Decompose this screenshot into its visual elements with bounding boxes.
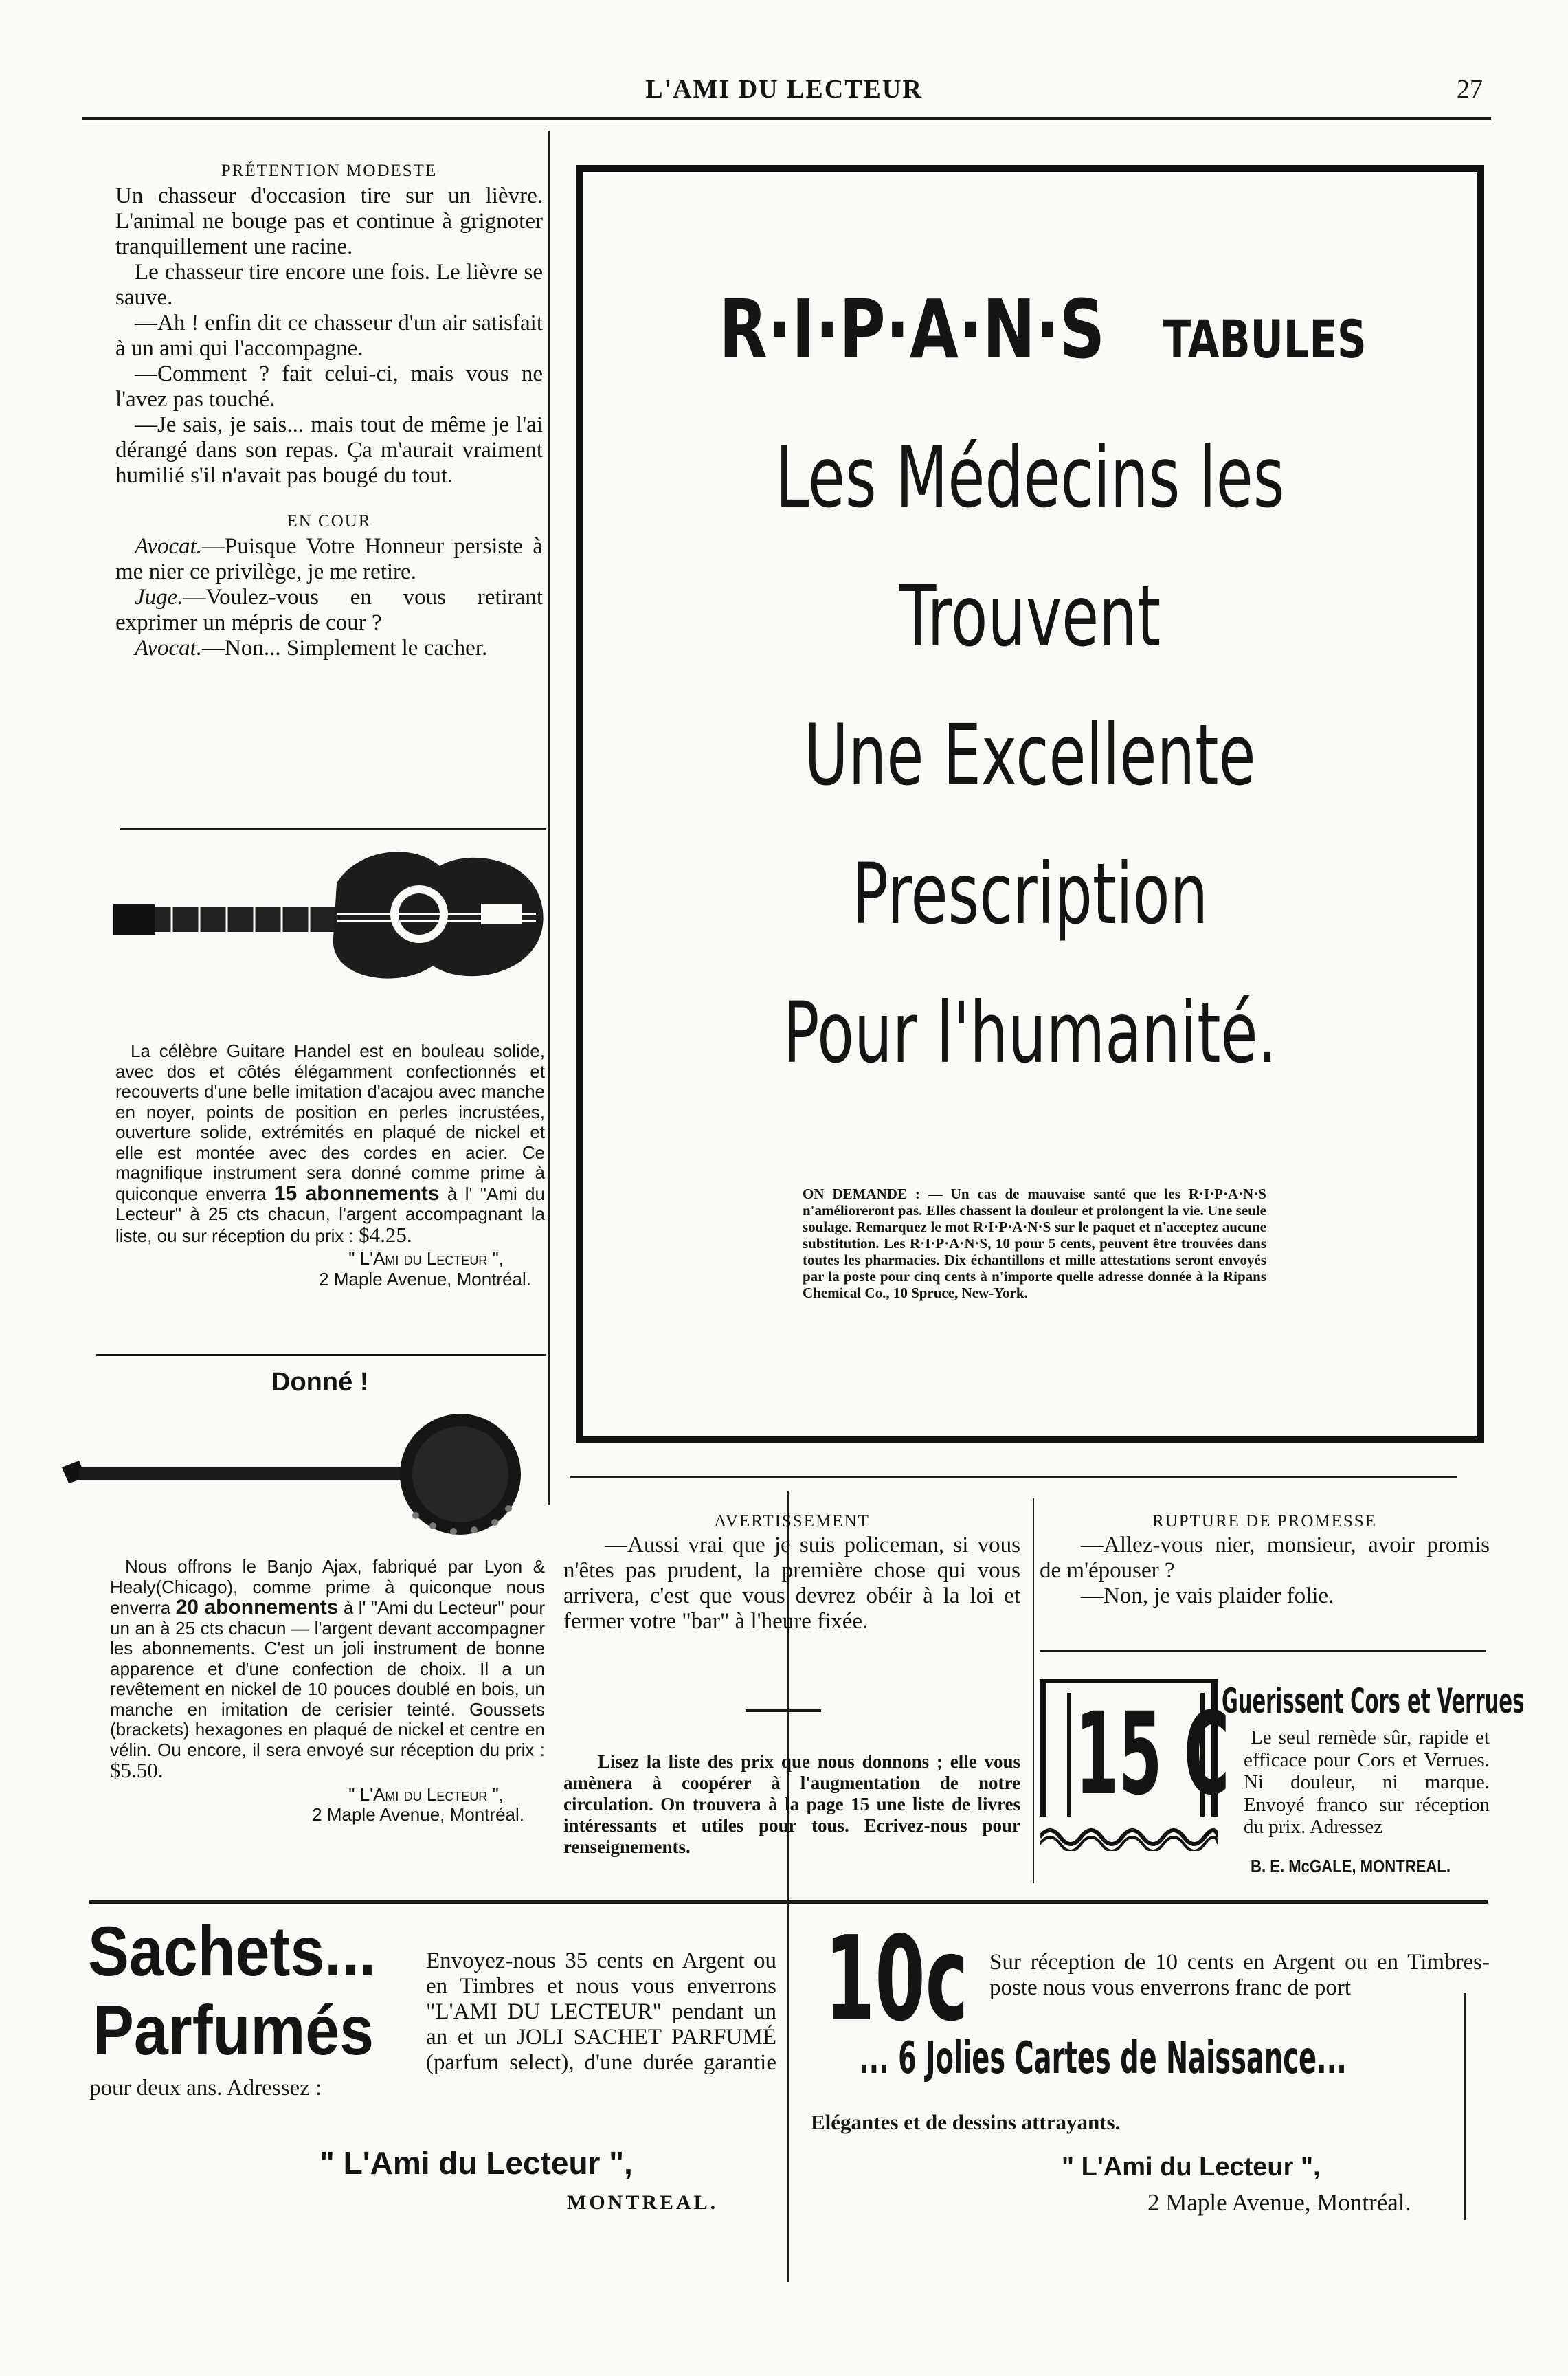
section-rule — [120, 828, 546, 830]
ripans-brand-line — [583, 282, 1477, 377]
sachets-title: Sachets... — [88, 1912, 377, 1990]
dialogue-text: —Voulez-vous en vous retirant exprimer un mépris de cour ? — [115, 585, 543, 635]
ripans-slogan — [583, 845, 1477, 943]
sachets-title: Parfumés — [93, 1991, 374, 2069]
cartes-address: 2 Maple Avenue, Montréal. — [1147, 2189, 1411, 2216]
ad-text: à l' "Ami du Lecteur" pour un an à 25 cts chacun — l'argent devant accompagner les abonnements. C'est un joli instrument de bonne apparence et d'une confection de choix. Il a un revêtement en nickel de 10 pouces doublé en bois, un manche en imitation de cerisier teinté. Goussets (brackets) hexagones en plaqué de nickel et centre en vélin. Ou encore, il sera envoyé sur réception du prix : — [110, 1597, 546, 1760]
cors-ad-title: Guerissent Cors et Verrues — [1222, 1681, 1525, 1721]
story-avertissement — [563, 1512, 1020, 1634]
story-heading: EN COUR — [287, 512, 372, 531]
ad-text: Nous offrons le Banjo Ajax, fabriqué par Lyon & Healy(Chicago), comme prime à quiconque nous enverra — [110, 1556, 545, 1618]
guitar-ad — [115, 1041, 545, 1289]
cartes-text: Sur réception de 10 cents en Argent ou en Timbres-poste nous vous enverrons franc de port — [989, 1950, 1490, 2000]
cors-ad-text — [1244, 1727, 1490, 1839]
speaker: Juge. — [135, 585, 183, 610]
banjo-ad — [110, 1557, 545, 1825]
page-number: 27 — [1457, 75, 1483, 104]
ripans-ad-frame — [576, 165, 1484, 1443]
sachets-text-wrap — [89, 1948, 776, 2101]
banjo-ad-title: Donné ! — [271, 1368, 369, 1397]
header-rule — [82, 117, 1491, 120]
promo-notice — [563, 1751, 1020, 1858]
cors-ad-price-box — [1040, 1679, 1230, 1851]
ad-text: à l' "Ami du Lecteur" à 25 cts chacun, l'argent accompagnant la liste, ou sur réception du prix : — [115, 1183, 545, 1246]
paragraph: —Allez-vous nier, monsieur, avoir promis de m'épouser ? — [1040, 1533, 1490, 1583]
paragraph: —Aussi vrai que je suis policeman, si vous n'êtes pas prudent, la première chose qui vous arrivera, c'est que vous devrez obéir à la loi et fermer votre "bar" à l'heure fixée. — [563, 1533, 1020, 1634]
dialogue-line — [115, 534, 543, 585]
ripans-slogan — [583, 984, 1477, 1082]
slogan-line: Prescription — [851, 845, 1209, 943]
slogan-line: Les Médecins les — [775, 429, 1285, 526]
ad-price: $4.25. — [359, 1222, 412, 1247]
ripans-brand: R·I·P·A·N·S — [719, 282, 1106, 377]
paragraph: —Ah ! enfin dit ce chasseur d'un air satisfait à un ami qui l'accompagne. — [115, 311, 543, 361]
cartes-subtitle: Elégantes et de dessins attrayants. — [811, 2110, 1121, 2134]
slogan-line: Une Excellente — [804, 707, 1256, 804]
ripans-slogan — [583, 429, 1477, 526]
paragraph: Le chasseur tire encore une fois. Le lièvre se sauve. — [115, 260, 543, 310]
story-rupture — [1040, 1512, 1490, 1609]
ad-address: 2 Maple Avenue, Montréal. — [319, 1268, 531, 1289]
paragraph: Un chasseur d'occasion tire sur un lièvre. L'animal ne bouge pas et continue à grignoter tranquillement une racine. — [115, 184, 543, 259]
ad-signature: " L'Ami du Lecteur ", — [348, 1248, 504, 1269]
ad-emphasis: 15 abonnements — [273, 1181, 440, 1205]
dialogue-text: —Puisque Votre Honneur persiste à me nier ce privilège, je me retire. — [115, 534, 543, 584]
ad-text: La célèbre Guitare Handel est en bouleau solide, avec dos et côtés élégamment confectionnés et recouverts d'une belle imitation d'acajou avec manche en noyer, points de position en perles incrustées, ouverture solide, extrémités en plaqué de nickel et elle est montée avec des cordes en acier. Ce magnifique instrument sera donné comme prime à quiconque enverra — [115, 1041, 545, 1204]
cartes-signature: " L'Ami du Lecteur ", — [1062, 2153, 1321, 2181]
cors-price: 15 C — [1075, 1688, 1230, 1820]
cartes-title: ... 6 Jolies Cartes de Naissance... — [859, 2033, 1347, 2084]
dialogue-line — [115, 636, 543, 661]
dialogue-text: —Non... Simplement le cacher. — [202, 636, 488, 660]
short-rule — [746, 1709, 821, 1712]
paragraph: —Non, je vais plaider folie. — [1081, 1584, 1334, 1608]
ornament-border — [1040, 1823, 1218, 1851]
column-divider — [548, 131, 550, 1505]
sachets-text: Envoyez-nous 35 cents en Argent ou en Timbres et nous vous enverrons "L'AMI DU LECTEUR" pendant un an et un JOLI SACHET PARFUMÉ (parfum select), d'une durée garantie pour deux ans. Adressez : — [89, 1948, 776, 2100]
story-heading: PRÉTENTION MODESTE — [221, 162, 438, 180]
promo-text: Lisez la liste des prix que nous donnons ; elle vous amènera à coopérer à l'augmentation de notre circulation. On trouvera à la page 15 une liste de livres intéressants et utiles pour tous. Ecrivez-nous pour renseignements. — [563, 1751, 1020, 1857]
spacer — [89, 1948, 426, 2076]
ripans-slogan — [583, 568, 1477, 665]
sachets-city: MONTREAL. — [567, 2191, 719, 2214]
ripans-tabules: TABULES — [1163, 309, 1367, 370]
story-heading: RUPTURE DE PROMESSE — [1152, 1512, 1377, 1531]
sachets-signature: " L'Ami du Lecteur ", — [320, 2145, 633, 2181]
ad-price: $5.50. — [110, 1758, 164, 1782]
running-head: L'AMI DU LECTEUR — [645, 75, 923, 104]
story-pretention-modeste — [115, 162, 543, 661]
paragraph: —Je sais, je sais... mais tout de même je l'ai dérangé dans son repas. Ça m'aurait vraiment humilié s'il n'avait pas bougé du tout. — [115, 412, 543, 488]
bottom-section-rule — [89, 1900, 1488, 1904]
cors-ad-signature: B. E. McGALE, MONTREAL. — [1251, 1856, 1451, 1876]
section-rule — [1040, 1650, 1486, 1652]
section-rule — [96, 1354, 546, 1356]
section-rule — [570, 1476, 1457, 1478]
paragraph: —Comment ? fait celui-ci, mais vous ne l'avez pas touché. — [115, 362, 543, 412]
dialogue-line — [115, 585, 543, 636]
speaker: Avocat. — [135, 534, 203, 559]
ad-signature: " L'Ami du Lecteur ", — [348, 1784, 504, 1805]
ad-text: Le seul remède sûr, rapide et efficace pour Cors et Verrues. Ni douleur, ni marque. Envoyé franco sur réception du prix. Adressez — [1244, 1727, 1490, 1838]
cartes-price: 10c — [825, 1911, 969, 2047]
slogan-line: Trouvent — [899, 568, 1161, 665]
column-divider-middle — [1033, 1498, 1034, 1883]
banjo-illustration — [58, 1402, 539, 1540]
ad-emphasis: 20 abonnements — [175, 1596, 339, 1619]
ad-border — [1464, 1993, 1466, 2220]
box-rule — [1040, 1679, 1218, 1683]
speaker: Avocat. — [135, 636, 203, 660]
box-rule — [1040, 1679, 1046, 1817]
ripans-slogan — [583, 707, 1477, 804]
story-heading: AVERTISSEMENT — [714, 1512, 870, 1531]
slogan-line: Pour l'humanité. — [783, 984, 1277, 1082]
guitar-illustration — [110, 842, 550, 993]
ripans-fine-print: ON DEMANDE : — Un cas de mauvaise santé que les R·I·P·A·N·S n'amélioreront pas. Elles chassent la douleur et prolongent la vie. Une seule soulage. Remarquez le mot R·I·P·A·N·S sur le paquet et n'acceptez aucune substitution. Les R·I·P·A·N·S, 10 pour 5 cents, peuvent être trouvées dans toutes les pharmacies. Dix échantillons et mille attestations seront envoyés par la poste pour cinq cents à n'importe quelle adresse donnée à la Ripans Chemical Co., 10 Spruce, New-York. — [803, 1186, 1266, 1301]
ad-address: 2 Maple Avenue, Montréal. — [312, 1804, 524, 1825]
